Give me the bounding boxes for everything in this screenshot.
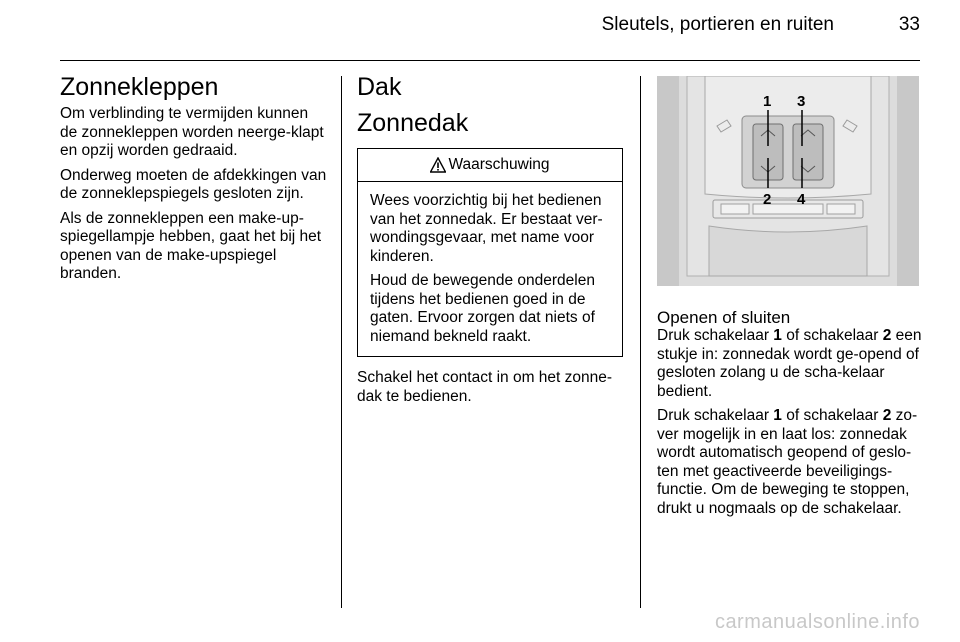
paragraph: Om verblinding te vermijden kunnen de zonnekleppen worden neerge-klapt en opzij worden gedraaid. (60, 105, 324, 159)
text-run: of schakelaar (781, 327, 883, 344)
column-sun-visors (60, 72, 328, 290)
switch-number: 2 (882, 327, 892, 344)
callout-label: 1 (763, 93, 772, 110)
callout-label: 3 (797, 93, 806, 110)
section-heading-sun-visors: Zonnekleppen (60, 73, 219, 101)
subsection-heading-sunroof: Zonnedak (357, 109, 469, 137)
text-run: een stukje in: zonnedak wordt ge-opend of gesloten zolang u de scha-kelaar bedient. (657, 327, 922, 400)
column-divider (341, 76, 342, 608)
switch-number: 1 (773, 327, 782, 344)
header-rule (60, 60, 920, 61)
header-title: Sleutels, portieren en ruiten (601, 14, 834, 35)
warning-header (358, 149, 622, 182)
warning-box (357, 148, 623, 357)
column-divider (640, 76, 641, 608)
switch-number: 1 (773, 407, 782, 424)
column-open-close (657, 76, 923, 524)
callout-label: 4 (797, 191, 806, 208)
switch-number: 2 (882, 407, 892, 424)
paragraph: Als de zonnekleppen een make-up-spiegellampje hebben, gaat het bij het openen van de make-upspiegel branden. (60, 209, 322, 282)
paragraph (657, 327, 923, 401)
paragraph: Onderweg moeten de afdekkingen van de zonneklepspiegels gesloten zijn. (60, 166, 327, 202)
warning-paragraph: Wees voorzichtig bij het bedienen van het zonnedak. Er bestaat ver-wondingsgevaar, met name voor kinderen. (370, 192, 603, 265)
paragraph: Schakel het contact in om het zonne-dak te bedienen. (357, 369, 613, 405)
text-run: Druk schakelaar (657, 407, 774, 424)
warning-triangle-icon (430, 157, 446, 173)
callout-label: 2 (763, 191, 772, 208)
sunroof-switch-illustration (657, 76, 919, 286)
text-run: zo-ver mogelijk in en laat los: zonnedak wordt automatisch geopend of geslo-ten met geactiveerde beveiligings-functie. Om de beweging te stoppen, drukt u nogmaals op de schakelaar. (657, 407, 918, 517)
warning-body (358, 182, 622, 356)
paragraph (657, 407, 923, 518)
text-run: Druk schakelaar (657, 327, 774, 344)
column-roof (357, 72, 623, 412)
watermark: carmanualsonline.info (714, 611, 920, 633)
warning-title: Waarschuwing (448, 155, 550, 173)
page-number: 33 (898, 14, 920, 35)
text-run: of schakelaar (781, 407, 883, 424)
warning-paragraph: Houd de bewegende onderdelen tijdens het bedienen goed in de gaten. Ervoor zorgen dat niets of niemand bekneld raakt. (370, 272, 595, 345)
section-heading-open-close: Openen of sluiten (657, 308, 791, 327)
section-heading-roof: Dak (357, 73, 402, 101)
